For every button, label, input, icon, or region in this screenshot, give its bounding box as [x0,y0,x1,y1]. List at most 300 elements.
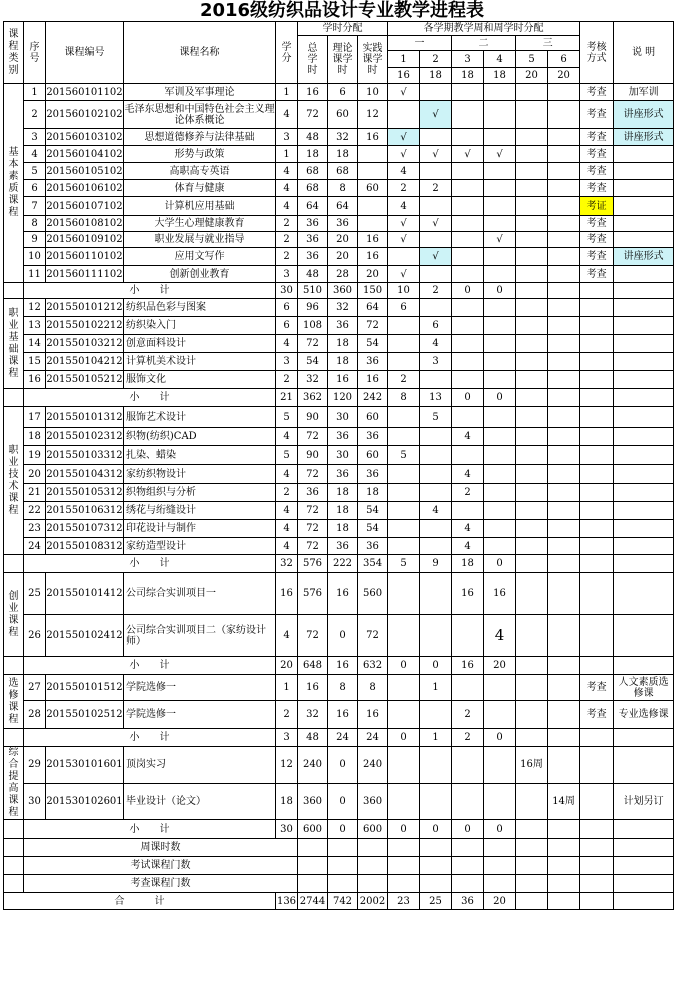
row-semester-2 [420,232,452,248]
row-credit: 3 [276,266,298,283]
row-course-name: 家纺造型设计 [124,538,276,555]
row-semester-5 [516,163,548,180]
row-semester-4 [484,446,516,465]
row-semester-6 [548,197,580,216]
row-theory-hours: 0 [328,615,358,657]
row-credit: 4 [276,163,298,180]
row-semester-5 [516,197,548,216]
row-semester-3 [452,407,484,428]
row-semester-2: 3 [420,353,452,371]
subtotal-label: 小 计 [24,820,276,839]
row-practice-hours [358,216,388,232]
row-exam-method [580,335,614,353]
row-credit: 6 [276,299,298,317]
table-row [4,465,674,484]
row-seq: 15 [24,353,46,371]
exam-courses-row-cell [452,857,484,875]
row-semester-5 [516,465,548,484]
row-semester-4 [484,520,516,538]
row-course-code: 201550103312 [46,446,124,465]
weekly-hours-row-cell [580,839,614,857]
row-semester-4 [484,783,516,820]
row-total-hours: 72 [298,335,328,353]
row-semester-6 [548,266,580,283]
row-credit: 12 [276,747,298,784]
row-note: 人文素质选修课 [614,675,674,701]
row-semester-5 [516,335,548,353]
row-semester-1 [388,335,420,353]
row-semester-5 [516,573,548,615]
row-note: 讲座形式 [614,129,674,146]
row-seq: 16 [24,371,46,389]
row-total-hours: 36 [298,216,328,232]
table-row [4,747,674,784]
row-semester-3 [452,129,484,146]
row-semester-4: √ [484,232,516,248]
row-course-name: 印花设计与制作 [124,520,276,538]
subtotal-semester-1: 0 [388,657,420,675]
row-course-name: 纺织品色彩与图案 [124,299,276,317]
exam-courses-row-cell [388,857,420,875]
weekly-hours-row-blank [4,839,24,857]
row-credit: 2 [276,371,298,389]
row-practice-hours: 360 [358,783,388,820]
row-semester-1 [388,248,420,266]
row-seq: 19 [24,446,46,465]
page-title: 2016级纺织品设计专业教学进程表 [199,0,485,21]
table-row [4,353,674,371]
row-note [614,232,674,248]
row-theory-hours: 18 [328,520,358,538]
row-practice-hours: 60 [358,180,388,197]
row-semester-1: √ [388,84,420,101]
row-semester-4 [484,266,516,283]
row-semester-3 [452,101,484,129]
subtotal-total-hours: 600 [298,820,328,839]
category-label: 职 业 技 术 课 程 [4,407,24,555]
row-practice-hours: 72 [358,615,388,657]
row-semester-4: 4 [484,615,516,657]
row-semester-6 [548,232,580,248]
subtotal-blank [4,657,24,675]
grand-total-hours: 2744 [298,893,328,910]
row-note: 加军训 [614,84,674,101]
row-semester-4 [484,484,516,502]
row-semester-6 [548,84,580,101]
table-row [4,197,674,216]
row-seq: 18 [24,428,46,446]
row-semester-5 [516,266,548,283]
row-semester-6 [548,446,580,465]
row-exam-method: 考查 [580,232,614,248]
subtotal-credit: 20 [276,657,298,675]
row-note [614,520,674,538]
subtotal-semester-5 [516,389,548,407]
header-semester-6: 6 [548,51,580,68]
weekly-hours-row-cell [420,839,452,857]
row-semester-4 [484,538,516,555]
row-exam-method [580,465,614,484]
row-course-code: 201530102601 [46,783,124,820]
row-practice-hours: 16 [358,701,388,729]
row-exam-method: 考查 [580,101,614,129]
row-seq: 5 [24,163,46,180]
check-courses-row-cell [298,875,328,893]
row-semester-2: 4 [420,335,452,353]
grand-total-semester-6 [548,893,580,910]
row-seq: 4 [24,146,46,163]
subtotal-semester-6 [548,657,580,675]
row-semester-1 [388,783,420,820]
row-credit: 4 [276,101,298,129]
row-credit: 4 [276,615,298,657]
table-row [4,266,674,283]
row-exam-method [580,502,614,520]
row-theory-hours: 8 [328,675,358,701]
row-practice-hours: 72 [358,317,388,335]
header-weeks-5: 20 [516,68,548,84]
row-semester-5 [516,101,548,129]
row-semester-4 [484,747,516,784]
row-semester-5 [516,446,548,465]
row-semester-3 [452,299,484,317]
row-course-name: 创意面料设计 [124,335,276,353]
weekly-hours-row-cell [548,839,580,857]
row-total-hours: 108 [298,317,328,335]
row-course-code: 201560101102 [46,84,124,101]
exam-courses-row-cell [420,857,452,875]
row-total-hours: 54 [298,353,328,371]
row-theory-hours: 18 [328,502,358,520]
row-total-hours: 72 [298,615,328,657]
row-total-hours: 36 [298,248,328,266]
row-course-code: 201550101312 [46,407,124,428]
subtotal-semester-3: 2 [452,729,484,747]
row-credit: 16 [276,573,298,615]
row-semester-5 [516,538,548,555]
row-semester-1: √ [388,129,420,146]
table-row [4,428,674,446]
curriculum-table [3,21,674,910]
row-practice-hours: 36 [358,538,388,555]
row-total-hours: 72 [298,502,328,520]
grand-total-semester-5 [516,893,548,910]
exam-courses-row-cell [614,857,674,875]
table-row [4,484,674,502]
row-practice-hours: 60 [358,446,388,465]
row-seq: 11 [24,266,46,283]
header-semester-3: 3 [452,51,484,68]
row-credit: 4 [276,502,298,520]
row-seq: 30 [24,783,46,820]
row-semester-1 [388,573,420,615]
row-exam-method: 考查 [580,675,614,701]
row-theory-hours: 18 [328,484,358,502]
subtotal-semester-2: 2 [420,283,452,299]
header-weeks-1: 16 [388,68,420,84]
subtotal-semester-1: 10 [388,283,420,299]
row-course-code: 201560107102 [46,197,124,216]
subtotal-semester-2: 0 [420,820,452,839]
table-row [4,407,674,428]
row-seq: 10 [24,248,46,266]
grand-total-row [4,893,674,910]
row-semester-4 [484,299,516,317]
row-note [614,407,674,428]
row-semester-2 [420,266,452,283]
row-theory-hours: 8 [328,180,358,197]
row-seq: 27 [24,675,46,701]
exam-courses-row-cell [516,857,548,875]
weekly-hours-row-label: 周课时数 [24,839,298,857]
row-seq: 29 [24,747,46,784]
row-semester-2: √ [420,216,452,232]
check-courses-row-label: 考查课程门数 [24,875,298,893]
row-semester-1 [388,675,420,701]
row-credit: 3 [276,353,298,371]
row-semester-2: 6 [420,317,452,335]
row-semester-5: 16周 [516,747,548,784]
row-semester-5 [516,407,548,428]
table-row [4,573,674,615]
row-course-name: 纺织染入门 [124,317,276,335]
row-note: 讲座形式 [614,248,674,266]
row-semester-5 [516,232,548,248]
row-semester-4 [484,317,516,335]
row-semester-5 [516,146,548,163]
row-semester-1: 2 [388,371,420,389]
row-theory-hours: 16 [328,573,358,615]
row-total-hours: 32 [298,371,328,389]
row-semester-2 [420,701,452,729]
row-semester-3 [452,371,484,389]
subtotal-label: 小 计 [24,657,276,675]
row-semester-5 [516,675,548,701]
row-semester-3 [452,232,484,248]
subtotal-exam [580,820,614,839]
grand-total-theory: 742 [328,893,358,910]
subtotal-exam [580,283,614,299]
row-course-code: 201530101601 [46,747,124,784]
subtotal-semester-1: 8 [388,389,420,407]
row-semester-6 [548,484,580,502]
subtotal-label: 小 计 [24,389,276,407]
row-semester-1 [388,484,420,502]
row-course-name: 计算机应用基础 [124,197,276,216]
subtotal-row [4,555,674,573]
subtotal-note [614,820,674,839]
exam-courses-row-blank [4,857,24,875]
table-row [4,371,674,389]
subtotal-theory-hours: 120 [328,389,358,407]
row-exam-method [580,353,614,371]
row-practice-hours: 54 [358,502,388,520]
row-semester-3 [452,615,484,657]
row-course-name: 绣花与绗缝设计 [124,502,276,520]
row-semester-2 [420,163,452,180]
row-course-name: 毛泽东思想和中国特色社会主义理论体系概论 [124,101,276,129]
row-note [614,197,674,216]
row-credit: 1 [276,84,298,101]
table-row [4,216,674,232]
row-exam-method: 考查 [580,266,614,283]
row-practice-hours: 36 [358,428,388,446]
subtotal-semester-2: 0 [420,657,452,675]
row-exam-method: 考查 [580,216,614,232]
header-note: 说 明 [614,22,674,84]
check-courses-row-cell [614,875,674,893]
row-exam-method [580,615,614,657]
row-semester-1 [388,520,420,538]
row-theory-hours: 36 [328,428,358,446]
row-total-hours: 68 [298,180,328,197]
row-seq: 6 [24,180,46,197]
row-practice-hours: 64 [358,299,388,317]
row-total-hours: 36 [298,484,328,502]
row-semester-4 [484,465,516,484]
row-semester-2: √ [420,101,452,129]
row-semester-5 [516,84,548,101]
subtotal-total-hours: 576 [298,555,328,573]
subtotal-semester-2: 1 [420,729,452,747]
row-theory-hours: 18 [328,335,358,353]
subtotal-label: 小 计 [24,555,276,573]
row-semester-4 [484,101,516,129]
row-total-hours: 72 [298,520,328,538]
table-row [4,248,674,266]
subtotal-label: 小 计 [24,729,276,747]
row-note [614,502,674,520]
row-semester-2: 1 [420,675,452,701]
row-note: 讲座形式 [614,101,674,129]
subtotal-semester-2: 9 [420,555,452,573]
row-note [614,446,674,465]
row-semester-5 [516,520,548,538]
row-practice-hours: 240 [358,747,388,784]
row-seq: 7 [24,197,46,216]
row-course-name: 织物组织与分析 [124,484,276,502]
exam-courses-row-label: 考试课程门数 [24,857,298,875]
table-row [4,232,674,248]
row-total-hours: 18 [298,146,328,163]
weekly-hours-row-cell [358,839,388,857]
subtotal-semester-6 [548,389,580,407]
row-semester-6 [548,520,580,538]
row-total-hours: 16 [298,84,328,101]
row-theory-hours: 28 [328,266,358,283]
row-total-hours: 96 [298,299,328,317]
row-note [614,266,674,283]
exam-courses-row [4,857,674,875]
row-semester-1: √ [388,232,420,248]
row-semester-3 [452,163,484,180]
subtotal-blank [4,389,24,407]
row-credit: 1 [276,146,298,163]
row-practice-hours [358,197,388,216]
row-practice-hours: 16 [358,129,388,146]
row-semester-6 [548,248,580,266]
subtotal-semester-3: 18 [452,555,484,573]
subtotal-semester-5 [516,283,548,299]
row-semester-6 [548,129,580,146]
row-semester-1 [388,465,420,484]
row-course-name: 思想道德修养与法律基础 [124,129,276,146]
subtotal-semester-3: 0 [452,820,484,839]
row-semester-6 [548,502,580,520]
weekly-hours-row-cell [614,839,674,857]
row-course-code: 201560105102 [46,163,124,180]
row-semester-1 [388,615,420,657]
row-theory-hours: 0 [328,783,358,820]
row-theory-hours: 16 [328,701,358,729]
header-exam: 考核 方式 [580,22,614,84]
row-semester-2 [420,84,452,101]
subtotal-exam [580,389,614,407]
subtotal-semester-5 [516,820,548,839]
row-practice-hours: 36 [358,353,388,371]
row-semester-3 [452,335,484,353]
row-credit: 6 [276,317,298,335]
row-exam-method: 考查 [580,146,614,163]
weekly-hours-row-cell [328,839,358,857]
row-semester-3 [452,317,484,335]
row-exam-method [580,407,614,428]
row-course-name: 高职高专英语 [124,163,276,180]
row-semester-1 [388,317,420,335]
subtotal-note [614,657,674,675]
row-semester-1: √ [388,266,420,283]
subtotal-exam [580,555,614,573]
row-exam-method [580,747,614,784]
grand-total-label: 合 计 [4,893,276,910]
row-credit: 2 [276,701,298,729]
row-semester-6 [548,615,580,657]
subtotal-theory-hours: 16 [328,657,358,675]
row-note [614,371,674,389]
row-semester-3 [452,675,484,701]
row-semester-5 [516,353,548,371]
row-semester-3: 2 [452,701,484,729]
row-theory-hours: 36 [328,465,358,484]
subtotal-label: 小 计 [24,283,276,299]
subtotal-row [4,657,674,675]
row-semester-3: √ [452,146,484,163]
row-note [614,216,674,232]
row-theory-hours: 6 [328,84,358,101]
row-semester-5 [516,371,548,389]
row-note [614,299,674,317]
row-practice-hours [358,163,388,180]
row-theory-hours: 60 [328,101,358,129]
row-credit: 2 [276,216,298,232]
row-course-name: 应用文写作 [124,248,276,266]
row-theory-hours: 30 [328,446,358,465]
row-course-name: 体育与健康 [124,180,276,197]
row-total-hours: 48 [298,266,328,283]
table-row [4,783,674,820]
row-semester-3 [452,783,484,820]
row-semester-1 [388,538,420,555]
row-note [614,615,674,657]
subtotal-semester-6 [548,283,580,299]
grand-total-practice: 2002 [358,893,388,910]
row-semester-1 [388,407,420,428]
row-practice-hours: 54 [358,335,388,353]
row-total-hours: 360 [298,783,328,820]
row-note [614,353,674,371]
row-exam-method: 考证 [580,197,614,216]
header-practice-hours: 实践 课学 时 [358,36,388,84]
